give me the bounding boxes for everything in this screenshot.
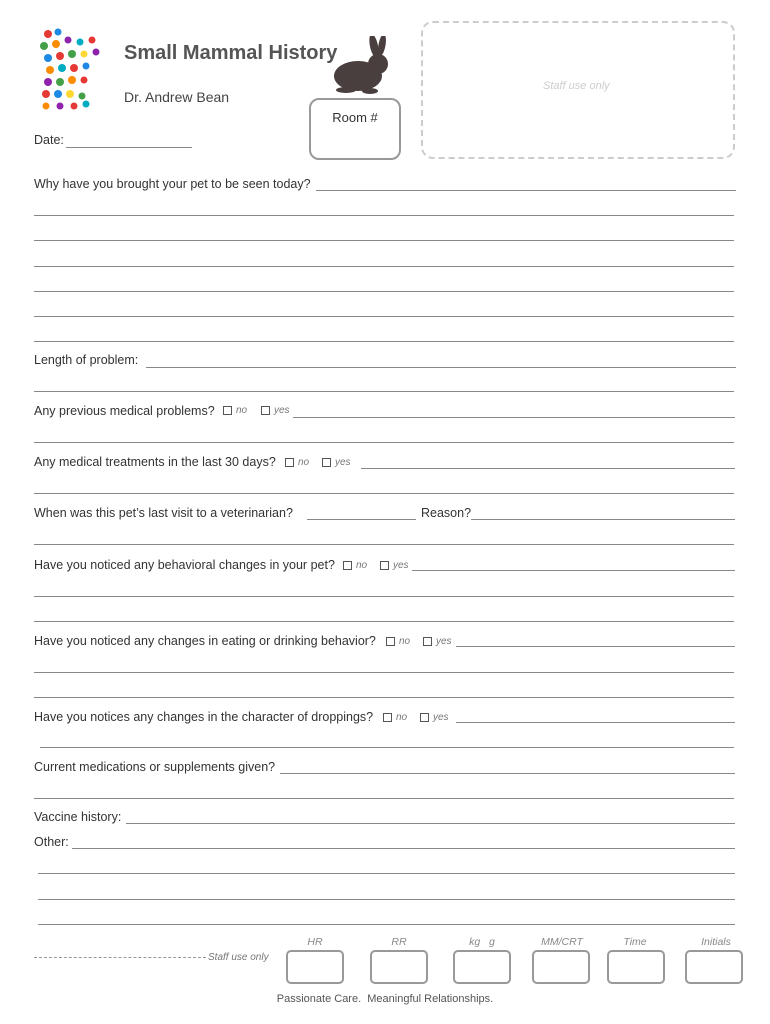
footer-tagline: Passionate Care. Meaningful Relationships. (276, 993, 494, 1005)
behavior-yes-checkbox[interactable] (380, 561, 389, 570)
treatments-line[interactable] (34, 493, 734, 494)
treatments-question: Any medical treatments in the last 30 days? (34, 455, 276, 469)
prev-medical-question: Any previous medical problems? (34, 404, 215, 418)
eating-line[interactable] (34, 697, 734, 698)
eating-no-checkbox[interactable] (386, 637, 395, 646)
length-field[interactable] (146, 367, 736, 368)
treatments-yes-checkbox[interactable] (322, 458, 331, 467)
vital-label-mm-crt: MM/CRT (541, 936, 583, 948)
vital-box-hr[interactable] (286, 950, 344, 984)
staff-use-label: Staff use only (208, 952, 269, 963)
behavior-question: Have you noticed any behavioral changes in your pet? (34, 558, 335, 572)
last-visit-line[interactable] (34, 544, 734, 545)
vaccine-field[interactable] (126, 823, 735, 824)
other-line[interactable] (38, 873, 735, 874)
droppings-question: Have you notices any changes in the character of droppings? (34, 710, 374, 724)
prev-medical-line[interactable] (34, 442, 734, 443)
eating-yes-label: yes (436, 636, 452, 647)
reason-line[interactable] (34, 291, 734, 292)
last-visit-field[interactable] (307, 519, 416, 520)
reason-line[interactable] (34, 316, 734, 317)
treatments-field[interactable] (361, 468, 735, 469)
reason-line[interactable] (34, 240, 734, 241)
eating-yes-checkbox[interactable] (423, 637, 432, 646)
vital-box-mm-crt[interactable] (532, 950, 590, 984)
last-visit-question: When was this pet’s last visit to a veterinarian? (34, 506, 293, 520)
eating-question: Have you noticed any changes in eating or drinking behavior? (34, 634, 376, 648)
page-title: Small Mammal History (124, 42, 338, 64)
last-visit-reason-field[interactable] (471, 519, 735, 520)
rabbit-silhouette (330, 36, 400, 96)
prev-medical-no-checkbox[interactable] (223, 406, 232, 415)
vital-label-rr: RR (391, 936, 407, 948)
vital-box-rr[interactable] (370, 950, 428, 984)
treatments-no-checkbox[interactable] (285, 458, 294, 467)
vital-label-initials: Initials (701, 936, 731, 948)
clinic-logo (34, 24, 106, 112)
paw-prints-logo-icon (40, 29, 100, 110)
prev-medical-yes-checkbox[interactable] (261, 406, 270, 415)
room-number-box[interactable] (309, 98, 401, 160)
medications-field[interactable] (280, 773, 735, 774)
length-question: Length of problem: (34, 353, 139, 367)
behavior-no-checkbox[interactable] (343, 561, 352, 570)
behavior-field[interactable] (412, 570, 735, 571)
eating-line[interactable] (34, 672, 734, 673)
droppings-field[interactable] (456, 722, 735, 723)
date-label: Date: (34, 133, 64, 147)
other-question: Other: (34, 835, 69, 849)
treatments-yes-label: yes (335, 457, 351, 468)
behavior-line[interactable] (34, 596, 734, 597)
other-line[interactable] (38, 924, 735, 925)
reason-line[interactable] (34, 266, 734, 267)
behavior-yes-label: yes (393, 560, 409, 571)
vaccine-question: Vaccine history: (34, 810, 122, 824)
reason-question: Why have you brought your pet to be seen today? (34, 177, 311, 191)
eating-no-label: no (399, 636, 411, 647)
prev-medical-yes-label: yes (274, 405, 290, 416)
droppings-yes-label: yes (433, 712, 449, 723)
rabbit-icon (334, 36, 388, 94)
vital-box-weight[interactable] (453, 950, 511, 984)
droppings-line[interactable] (40, 747, 734, 748)
behavior-line[interactable] (34, 621, 734, 622)
vital-label-hr: HR (307, 936, 323, 948)
treatments-no-label: no (298, 457, 310, 468)
reason-line[interactable] (34, 215, 734, 216)
reason-field[interactable] (316, 190, 736, 191)
prev-medical-no-label: no (236, 405, 248, 416)
length-line[interactable] (34, 391, 734, 392)
staff-use-divider (34, 957, 206, 958)
last-visit-reason-label: Reason? (421, 506, 472, 520)
other-line[interactable] (38, 899, 735, 900)
droppings-no-label: no (396, 712, 408, 723)
medications-question: Current medications or supplements given? (34, 760, 276, 774)
eating-field[interactable] (456, 646, 735, 647)
droppings-no-checkbox[interactable] (383, 713, 392, 722)
medications-line[interactable] (34, 798, 734, 799)
vital-box-initials[interactable] (685, 950, 743, 984)
prev-medical-field[interactable] (293, 417, 735, 418)
staff-use-box-label: Staff use only (543, 80, 610, 92)
reason-line[interactable] (34, 341, 734, 342)
behavior-no-label: no (356, 560, 368, 571)
vital-label-weight: kg g (469, 936, 495, 948)
doctor-name: Dr. Andrew Bean (124, 89, 230, 105)
other-field[interactable] (72, 848, 735, 849)
droppings-yes-checkbox[interactable] (420, 713, 429, 722)
vital-label-time: Time (623, 936, 647, 948)
vital-box-time[interactable] (607, 950, 665, 984)
date-field[interactable] (66, 147, 192, 148)
staff-use-box (421, 21, 735, 159)
room-number-label: Room # (332, 110, 378, 125)
